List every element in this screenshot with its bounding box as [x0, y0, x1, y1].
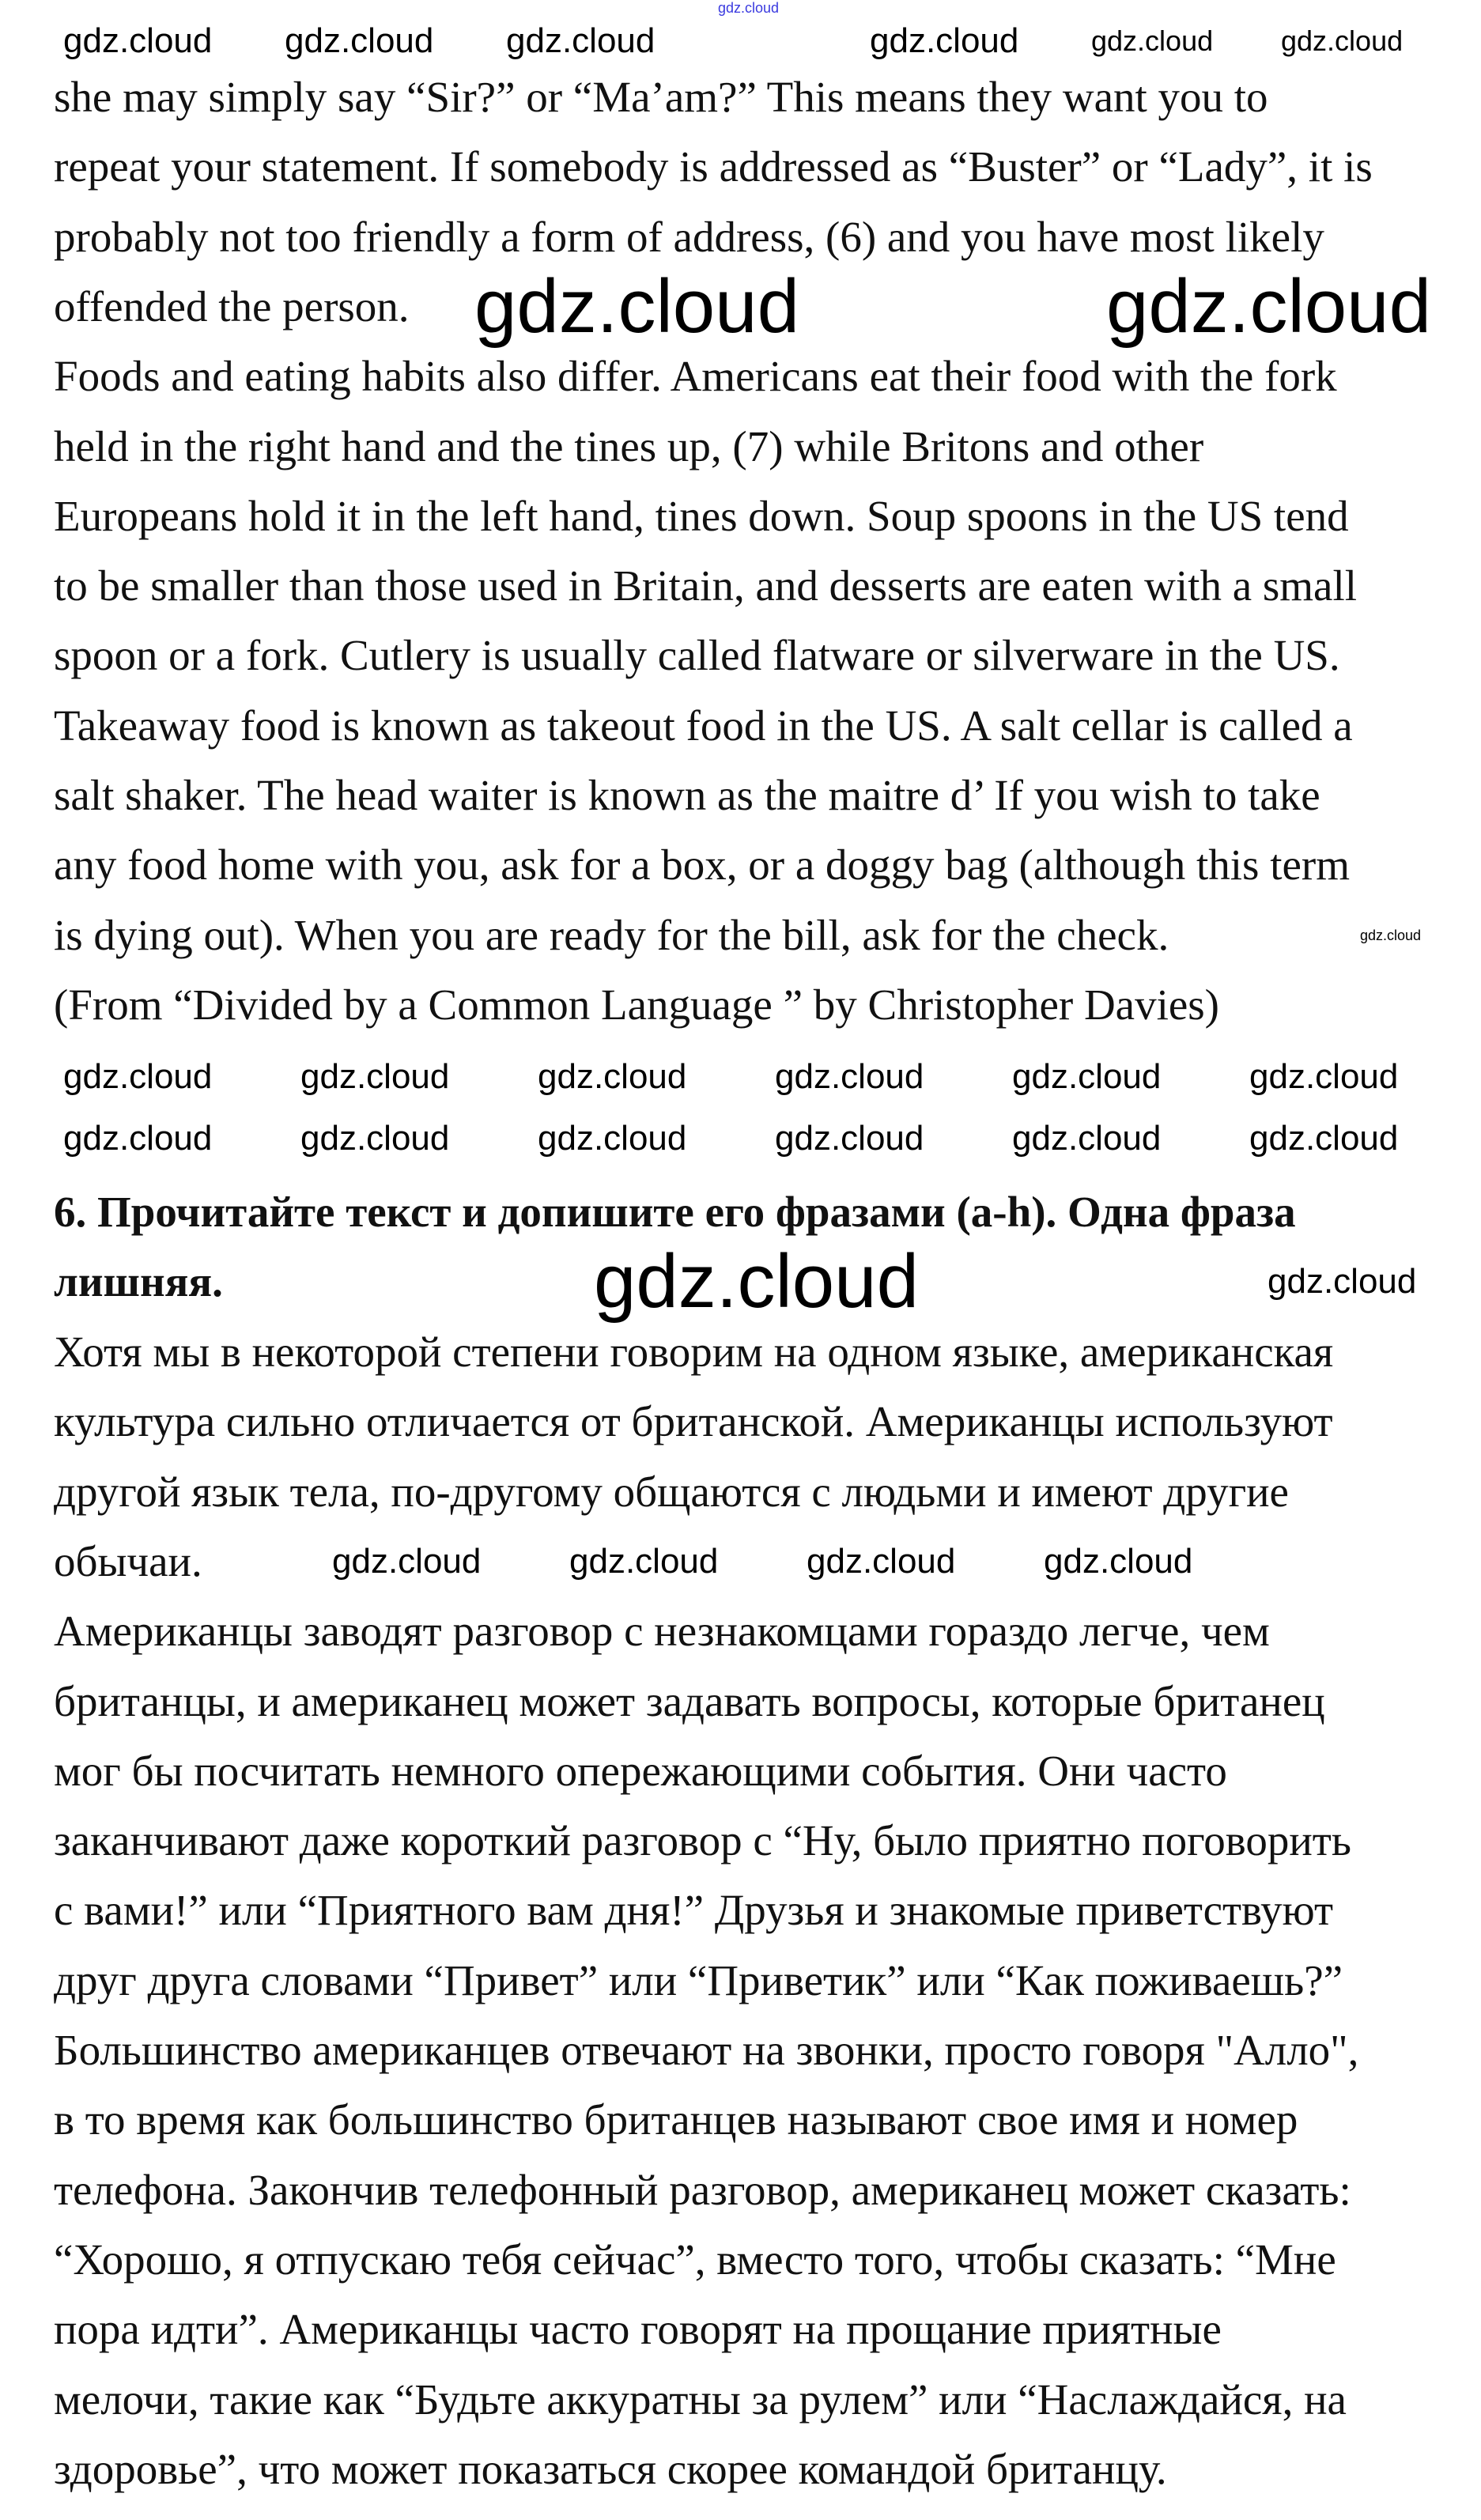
text-line: здоровье”, что может показаться скорее командой британцу. [54, 2444, 1167, 2493]
text-line: друг друга словами “Привет” или “Приветик” или “Как поживаешь?” [54, 1955, 1343, 2004]
text-line: (From “Divided by a Common Language ” by Christopher Davies) [54, 980, 1219, 1029]
watermark: gdz.cloud [775, 1057, 924, 1096]
text-line: offended the person. [54, 281, 410, 331]
text-line: Europeans hold it in the left hand, tines down. Soup spoons in the US tend [54, 491, 1349, 540]
watermark: gdz.cloud [1249, 1057, 1399, 1096]
text-line: обычаи. [54, 1536, 202, 1585]
watermark: gdz.cloud [569, 1542, 719, 1581]
watermark: gdz.cloud [1044, 1542, 1193, 1581]
watermark: gdz.cloud [300, 1057, 450, 1096]
watermark: gdz.cloud [1091, 25, 1214, 57]
text-line: she may simply say “Sir?” or “Ma’am?” This means they want you to [54, 73, 1268, 121]
watermark: gdz.cloud [718, 0, 780, 16]
watermark: gdz.cloud [538, 1119, 687, 1158]
watermark: gdz.cloud [285, 21, 434, 60]
watermark: gdz.cloud [300, 1119, 450, 1158]
heading-line: лишняя. [54, 1257, 223, 1306]
watermark: gdz.cloud [63, 1057, 213, 1096]
watermark: gdz.cloud [1249, 1119, 1399, 1158]
watermark: gdz.cloud [807, 1542, 956, 1581]
text-line: Хотя мы в некоторой степени говорим на одном языке, американская [54, 1328, 1334, 1376]
text-line: Американцы заводят разговор с незнакомцами гораздо легче, чем [54, 1607, 1270, 1656]
text-line: мог бы посчитать немного опережающими события. Они часто [54, 1746, 1227, 1795]
text-line: probably not too friendly a form of address, (6) and you have most likely [54, 212, 1324, 261]
watermark: gdz.cloud [506, 21, 655, 60]
text-line: телефона. Закончив телефонный разговор, американец может сказать: [54, 2165, 1351, 2214]
text-line: to be smaller than those used in Britain, and desserts are eaten with a small [54, 561, 1358, 610]
watermark: gdz.cloud [1012, 1057, 1162, 1096]
text-line: культура сильно отличается от британской. Американцы используют [54, 1397, 1333, 1446]
watermark: gdz.cloud [1012, 1119, 1162, 1158]
watermark: gdz.cloud [474, 264, 799, 349]
heading-line: 6. Прочитайте текст и допишите его фразами (a-h). Одна фраза [54, 1188, 1296, 1236]
text-line: мелочи, такие как “Будьте аккуратны за рулем” или “Наслаждайся, на [54, 2375, 1347, 2424]
text-line: Foods and eating habits also differ. Americans eat their food with the fork [54, 352, 1337, 401]
text-line: “Хорошо, я отпускаю тебя сейчас”, вместо того, чтобы сказать: “Мне [54, 2235, 1336, 2284]
watermark: gdz.cloud [63, 21, 213, 60]
text-line: с вами!” или “Приятного вам дня!” Друзья и знакомые приветствуют [54, 1886, 1334, 1935]
text-line: в то время как большинство британцев называют свое имя и номер [54, 2095, 1298, 2144]
text-line: held in the right hand and the tines up, (7) while Britons and other [54, 421, 1204, 470]
text-line: Большинство американцев отвечают на звонки, просто говоря "Алло", [54, 2026, 1359, 2074]
watermark: gdz.cloud [870, 21, 1019, 60]
text-line: другой язык тела, по-другому общаются с людьми и имеют другие [54, 1467, 1289, 1516]
watermark: gdz.cloud [1281, 25, 1404, 57]
text-line: salt shaker. The head waiter is known as the maitre d’ If you wish to take [54, 771, 1320, 819]
text-line: Takeaway food is known as takeout food in the US. A salt cellar is called a [54, 701, 1353, 750]
watermark: gdz.cloud [63, 1119, 213, 1158]
text-line: заканчивают даже короткий разговор с “Ну, было приятно поговорить [54, 1816, 1351, 1865]
watermark: gdz.cloud [1106, 264, 1431, 349]
text-line: repeat your statement. If somebody is addressed as “Buster” or “Lady”, it is [54, 142, 1373, 191]
text-line: spoon or a fork. Cutlery is usually called flatware or silverware in the US. [54, 631, 1340, 680]
text-line: any food home with you, ask for a box, or a doggy bag (although this term [54, 841, 1350, 890]
watermark: gdz.cloud [538, 1057, 687, 1096]
watermark: gdz.cloud [775, 1119, 924, 1158]
text-line: пора идти”. Американцы часто говорят на прощание приятные [54, 2305, 1222, 2354]
text-line: is dying out). When you are ready for the bill, ask for the check. [54, 910, 1169, 959]
watermark: gdz.cloud [1268, 1262, 1417, 1301]
watermark: gdz.cloud [594, 1239, 919, 1324]
text-line: британцы, и американец может задавать вопросы, которые британец [54, 1676, 1325, 1725]
watermark: gdz.cloud [1360, 928, 1422, 943]
watermark: gdz.cloud [332, 1542, 482, 1581]
